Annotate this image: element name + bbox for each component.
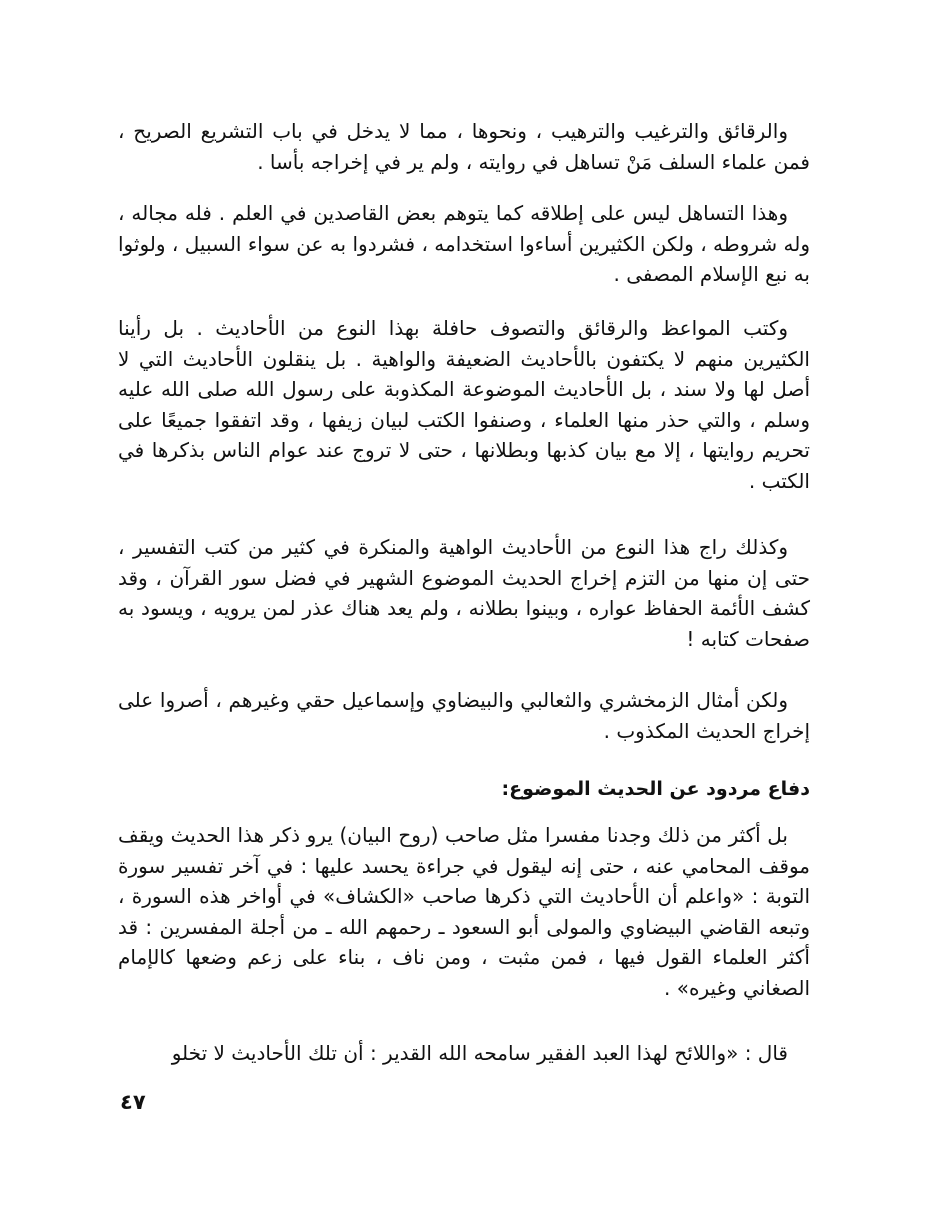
page-number: ٤٧ bbox=[120, 1090, 146, 1114]
paragraph-6: بل أكثر من ذلك وجدنا مفسرا مثل صاحب (روح البيان) يرو ذكر هذا الحديث ويقف موقف المحامي عنه ، حتى إنه ليقول في جراءة يحسد عليها : في آخر تفسير سورة التوبة : «واعلم أن الأحاديث التي ذكرها صاحب «الكشاف» في أواخر هذه السورة ، وتبعه القاضي البيضاوي والمولى أبو السعود ـ رحمهم الله ـ من أجلة المفسرين : قد أكثر العلماء القول فيها ، فمن مثبت ، ومن ناف ، بناء على زعم وضعها كالإمام الصغاني وغيره» . bbox=[118, 823, 810, 1000]
paragraph-5: ولكن أمثال الزمخشري والثعالبي والبيضاوي وإسماعيل حقي وغيرهم ، أصروا على إخراج الحديث المكذوب . bbox=[118, 688, 810, 743]
paragraph-2: وهذا التساهل ليس على إطلاقه كما يتوهم بعض القاصدين في العلم . فله مجاله ، وله شروطه ، ولكن الكثيرين أساءوا استخدامه ، فشردوا به عن سواء السبيل ، ولوثوا به نبع الإسلام المصفى . bbox=[118, 201, 810, 286]
paragraph-4: وكذلك راج هذا النوع من الأحاديث الواهية والمنكرة في كثير من كتب التفسير ، حتى إن منها من التزم إخراج الحديث الموضوع الشهير في فضل سور القرآن ، وقد كشف الأئمة الحفاظ عواره ، وبينوا بطلانه ، ولم يعد هناك عذر لمن يرويه ، ويسود به صفحات كتابه ! bbox=[118, 535, 810, 651]
paragraph-3: وكتب المواعظ والرقائق والتصوف حافلة بهذا النوع من الأحاديث . بل رأينا الكثيرين منهم لا يكتفون بالأحاديث الضعيفة والواهية . بل ينقلون الأحاديث التي لا أصل لها ولا سند ، بل الأحاديث الموضوعة المكذوبة على رسول الله صلى الله عليه وسلم ، والتي حذر منها العلماء ، وصنفوا الكتب لبيان زيفها ، وقد اتفقوا جميعًا على تحريم روايتها ، إلا مع بيان كذبها وبطلانها ، حتى لا تروج عند عوام الناس بذكرها في الكتب . bbox=[118, 316, 810, 493]
section-heading: دفاع مردود عن الحديث الموضوع: bbox=[501, 778, 810, 800]
paragraph-1: والرقائق والترغيب والترهيب ، ونحوها ، مما لا يدخل في باب التشريع الصريح ، فمن علماء السلف مَنْ تساهل في روايته ، ولم ير في إخراجه بأسا . bbox=[118, 119, 810, 174]
paragraph-7: قال : «واللائح لهذا العبد الفقير سامحه الله القدير : أن تلك الأحاديث لا تخلو bbox=[171, 1041, 788, 1065]
